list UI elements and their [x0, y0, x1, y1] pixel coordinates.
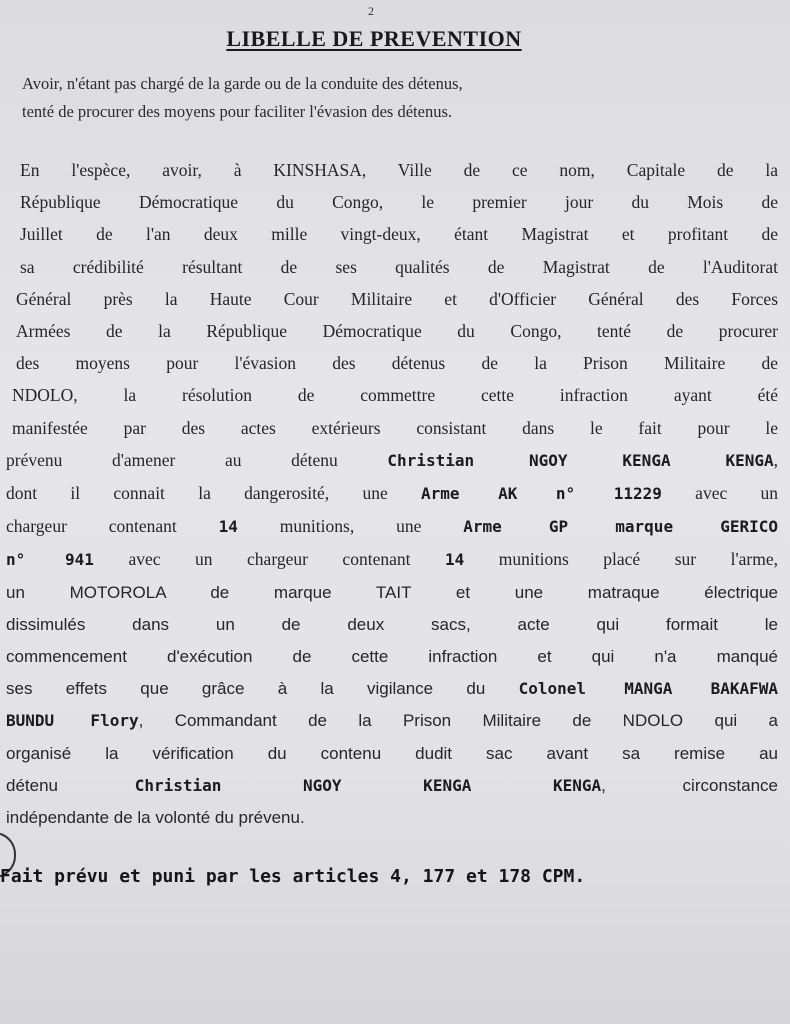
weapon-gp-number: n° 941 [6, 550, 94, 570]
body-text: , Commandant de la Prison Militaire de NDOLO qui a [138, 711, 778, 731]
body-line [6, 543, 778, 576]
body-line [6, 673, 778, 705]
munitions-count: 14 [218, 517, 238, 537]
body-line: Juillet de l'an deux mille vingt-deux, étant Magistrat et profitant de [20, 224, 778, 245]
body-line [6, 770, 778, 802]
body-line: En l'espèce, avoir, à KINSHASA, Ville de ce nom, Capitale de la [20, 160, 778, 180]
conclusion-line: Fait prévu et puni par les articles 4, 177 et 178 CPM. [0, 866, 586, 887]
body-line: organisé la vérification du contenu dudit sac avant sa remise au [6, 743, 778, 763]
munitions-count: 14 [444, 550, 465, 570]
body-line: des moyens pour l'évasion des détenus de la Prison Militaire de [16, 353, 778, 374]
body-line [6, 477, 778, 510]
weapon-ak: Arme AK n° 11229 [421, 484, 662, 504]
body-line: dissimulés dans un de deux sacs, acte qui formait le [6, 614, 778, 634]
body-text: , circonstance [601, 775, 778, 795]
body-text: ses effets que grâce à la vigilance du [6, 679, 519, 699]
body-line: République Démocratique du Congo, le premier jour du Mois de [20, 192, 778, 213]
page-number: 2 [368, 4, 374, 18]
body-line: Général près la Haute Cour Militaire et d'Officier Général des Forces [16, 288, 778, 309]
body-line: manifestée par des actes extérieurs consistant dans le fait pour le [12, 417, 778, 438]
body-line: un MOTOROLA de marque TAIT et une matraque électrique [6, 582, 778, 602]
body-line: sa crédibilité résultant de ses qualités de Magistrat de l'Auditorat [20, 256, 778, 277]
body-line: indépendante de la volonté du prévenu. [6, 808, 305, 828]
body-line [6, 444, 778, 477]
body-paragraph [6, 154, 778, 834]
body-text: avec un [661, 483, 779, 504]
body-text: détenu [6, 775, 135, 795]
body-text: dont il connait la dangerosité, une [6, 483, 422, 504]
body-text: prévenu d'amener au détenu [6, 449, 388, 470]
body-text: avec un chargeur contenant [93, 549, 445, 570]
body-line: Armées de la République Démocratique du Congo, tenté de procurer [16, 321, 778, 342]
body-text: , [773, 449, 778, 470]
body-text: chargeur contenant [6, 516, 219, 537]
intro-line: Avoir, n'étant pas chargé de la garde ou de la conduite des détenus, [22, 74, 463, 93]
body-text: munitions, une [237, 516, 464, 537]
intro-paragraph [22, 70, 728, 126]
colonel-name-cont: BUNDU Flory [6, 711, 139, 731]
document-title: LIBELLE DE PREVENTION [226, 26, 522, 51]
colonel-name: Colonel MANGA BAKAFWA [518, 679, 778, 699]
weapon-gp: Arme GP marque GERICO [463, 517, 779, 537]
detainee-name: Christian NGOY KENGA KENGA [134, 775, 602, 795]
body-line: commencement d'exécution de cette infraction et qui n'a manqué [6, 647, 778, 667]
body-line [6, 510, 778, 543]
body-line [6, 705, 778, 737]
detainee-name: Christian NGOY KENGA KENGA [387, 450, 774, 470]
intro-line: tenté de procurer des moyens pour faciliter l'évasion des détenus. [22, 102, 452, 121]
body-text: munitions placé sur l'arme, [464, 549, 778, 570]
body-line: NDOLO, la résolution de commettre cette infraction ayant été [12, 385, 778, 406]
